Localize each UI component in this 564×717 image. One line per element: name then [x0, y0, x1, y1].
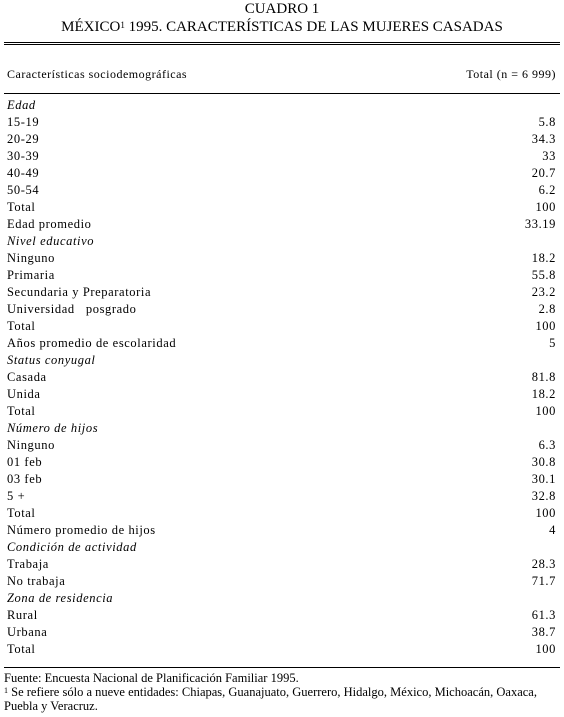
section-heading: Status conyugal [7, 353, 96, 367]
row-value: 5.8 [538, 115, 556, 129]
section-heading-row [0, 352, 564, 369]
table-row [0, 488, 564, 505]
table-row [0, 437, 564, 454]
section-heading-row [0, 539, 564, 556]
row-label: 03 feb [7, 472, 43, 486]
section-heading: Zona de residencia [7, 591, 114, 605]
table-row [0, 454, 564, 471]
row-value: 28.3 [531, 557, 556, 571]
section-heading: Edad [7, 98, 36, 112]
row-value: 30.1 [531, 472, 556, 486]
section-heading-row [0, 97, 564, 114]
table-row [0, 505, 564, 522]
table-body [0, 97, 564, 658]
table-row [0, 267, 564, 284]
row-value: 32.8 [531, 489, 556, 503]
top-rule [4, 42, 560, 43]
row-value: 2.8 [538, 302, 556, 316]
row-value: 100 [535, 200, 556, 214]
row-value: 4 [549, 523, 556, 537]
row-label: Unida [7, 387, 41, 401]
column-header-total: Total (n = 6 999) [466, 67, 556, 81]
table-row [0, 573, 564, 590]
table-row [0, 165, 564, 182]
row-label: Edad promedio [7, 217, 92, 231]
table-row [0, 199, 564, 216]
table-row [0, 624, 564, 641]
table-row [0, 556, 564, 573]
table-row [0, 216, 564, 233]
footnote-number: 1 [4, 686, 8, 695]
section-heading: Nivel educativo [7, 234, 95, 248]
row-label: Secundaria y Preparatoria [7, 285, 152, 299]
row-label: 30-39 [7, 149, 40, 163]
table-row [0, 148, 564, 165]
row-value: 100 [535, 404, 556, 418]
row-value: 30.8 [531, 455, 556, 469]
top-rule-double [4, 44, 560, 45]
row-label: Total [7, 506, 36, 520]
table-row [0, 641, 564, 658]
subtitle-country: MÉXICO [61, 19, 121, 35]
footnote-text: Se refiere sólo a nueve entidades: Chiapas, Guanajuato, Guerrero, Hidalgo, México, Michoacán, Oaxaca, Puebla y Veracruz. [4, 685, 537, 713]
bottom-rule [4, 667, 560, 668]
row-label: Ninguno [7, 438, 55, 452]
row-value: 100 [535, 642, 556, 656]
row-label: 15-19 [7, 115, 40, 129]
section-heading-row [0, 420, 564, 437]
row-value: 23.2 [531, 285, 556, 299]
table-row [0, 369, 564, 386]
section-heading: Número de hijos [7, 421, 99, 435]
table-title: CUADRO 1 [244, 1, 320, 17]
row-label: Total [7, 642, 36, 656]
table-row [0, 386, 564, 403]
row-value: 61.3 [531, 608, 556, 622]
header-rule [4, 93, 560, 94]
row-label: Urbana [7, 625, 48, 639]
row-label: 5 + [7, 489, 26, 503]
footnote [4, 685, 560, 713]
row-value: 34.3 [531, 132, 556, 146]
column-header-characteristics: Características sociodemográficas [7, 67, 188, 81]
row-value: 81.8 [531, 370, 556, 384]
row-value: 55.8 [531, 268, 556, 282]
row-value: 71.7 [531, 574, 556, 588]
table-row [0, 318, 564, 335]
footnote-marker: 1 [120, 20, 125, 30]
row-label: Años promedio de escolaridad [7, 336, 177, 350]
table-row [0, 131, 564, 148]
table-row [0, 114, 564, 131]
row-value: 100 [535, 319, 556, 333]
table-row [0, 403, 564, 420]
row-label: Casada [7, 370, 47, 384]
section-heading-row [0, 233, 564, 250]
section-heading-row [0, 590, 564, 607]
row-label: Universidad posgrado [7, 302, 137, 316]
subtitle-text: 1995. CARACTERÍSTICAS DE LAS MUJERES CASADAS [124, 19, 503, 35]
table-row [0, 522, 564, 539]
source-note: Fuente: Encuesta Nacional de Planificación Familiar 1995. [4, 671, 299, 685]
table-row [0, 301, 564, 318]
table-subtitle [0, 19, 564, 36]
table-row [0, 182, 564, 199]
row-label: No trabaja [7, 574, 66, 588]
row-value: 18.2 [531, 251, 556, 265]
table-row [0, 607, 564, 624]
row-value: 100 [535, 506, 556, 520]
row-label: Ninguno [7, 251, 55, 265]
section-heading: Condición de actividad [7, 540, 137, 554]
row-label: Rural [7, 608, 38, 622]
row-label: Número promedio de hijos [7, 523, 156, 537]
row-label: 50-54 [7, 183, 40, 197]
table-row [0, 250, 564, 267]
row-label: Total [7, 319, 36, 333]
row-label: Primaria [7, 268, 55, 282]
row-label: 20-29 [7, 132, 40, 146]
row-value: 5 [549, 336, 556, 350]
row-label: Total [7, 404, 36, 418]
row-label: Trabaja [7, 557, 49, 571]
table-row [0, 471, 564, 488]
row-label: Total [7, 200, 36, 214]
row-value: 38.7 [531, 625, 556, 639]
row-value: 20.7 [531, 166, 556, 180]
row-label: 40-49 [7, 166, 40, 180]
row-value: 33.19 [524, 217, 556, 231]
row-label: 01 feb [7, 455, 43, 469]
table-row [0, 335, 564, 352]
table-row [0, 284, 564, 301]
row-value: 33 [542, 149, 556, 163]
row-value: 6.2 [538, 183, 556, 197]
row-value: 6.3 [538, 438, 556, 452]
row-value: 18.2 [531, 387, 556, 401]
